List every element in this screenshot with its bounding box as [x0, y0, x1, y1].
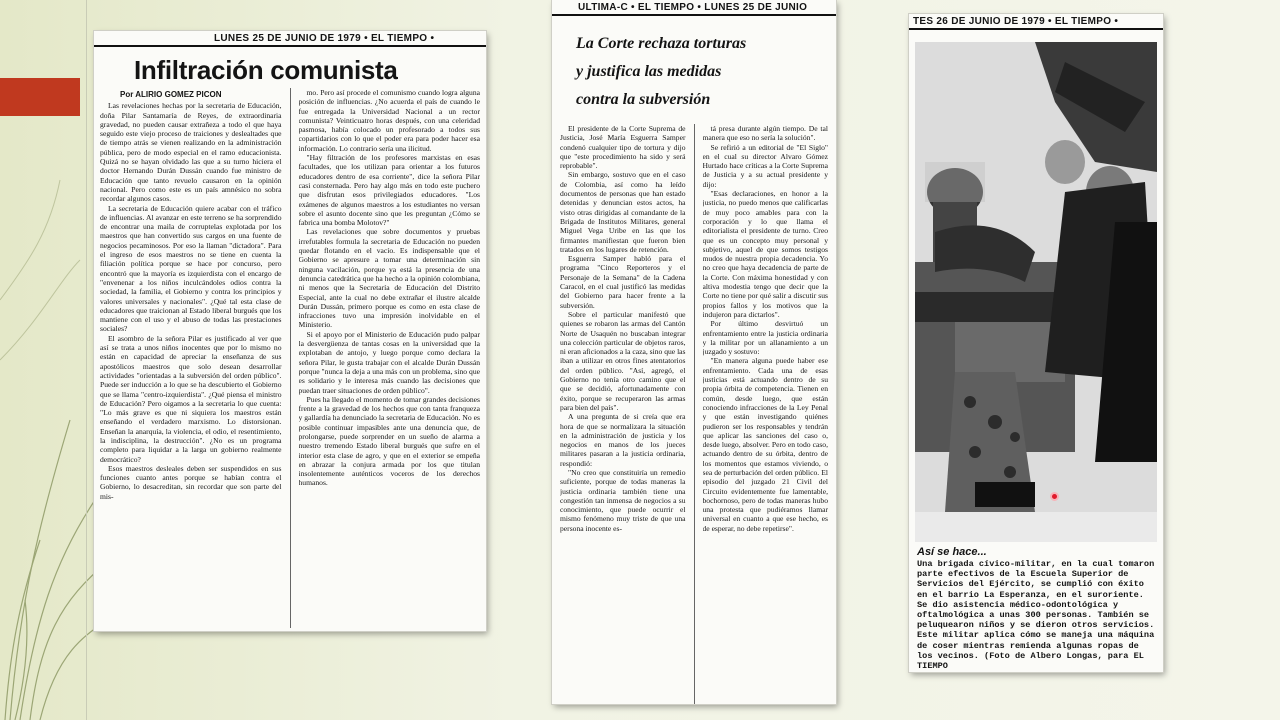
clipping-la-corte — [552, 0, 836, 704]
paragraph: Si el apoyo por el Ministerio de Educación pudo palpar la desvergüenza de tantas cosas en la universidad que la explotaban de antojo, y luego porque como declara la señora Pilar, le gusta trabajar con el alcalde Durán Dussán porque "nunca la deja a una más con un problema, sino que es solidario y le interesa más cuando las decisiones que puedan traer situaciones de orden público". — [298, 329, 480, 395]
article-column-2 — [299, 88, 481, 628]
masthead: TES 26 DE JUNIO DE 1979 • EL TIEMPO • — [909, 14, 1163, 30]
paragraph: Esos maestros desleales deben ser suspendidos en sus funciones cuanto antes porque se habían contra el Gobierno, lo desacreditan, sin recordar que son parte del mis- — [100, 463, 282, 501]
column-rule — [290, 88, 291, 628]
headline-line: y justifica las medidas — [576, 63, 722, 80]
paragraph: mo. Pero así procede el comunismo cuando logra alguna posición de influencias. ¿No acuerda el país de cuando le fue entregada la Universidad Nacional a un rector comunista? Veinticuatro horas después, con una celeridad pasmosa, había colocado un profesorado a todos sus copartidarios con lo que el poder era para poder hacer esa información. Lo contrario sería una ilicitud. — [298, 88, 480, 153]
paragraph: El presidente de la Corte Suprema de Justicia, José María Esguerra Samper condenó cualquier tipo de tortura y dijo que "este procedimiento ha sido y será reprobable". — [560, 124, 686, 171]
paragraph: Sobre el particular manifestó que quienes se robaron las armas del Cantón Norte de Usaquén no buscaban integrar una colección particular de objetos raros, ni eran aficionados a la caza, sino que las iban a utilizar en otros fines atentatorios del orden público. "Así, agregó, el Gobierno no tenía otro camino que el que se decidió, afortunadamente con éxito, porque se recuperaron las armas para bien del país". — [560, 309, 686, 412]
divider-line — [86, 0, 87, 720]
headline: Infiltración comunista — [134, 55, 398, 85]
paragraph: Pues ha llegado el momento de tomar grandes decisiones frente a la gravedad de los hechos que con tanta franqueza y gallardía ha denunciado la secretaria de Educación. No es posible continuar impasibles ante una denuncia que, de prolongarse, puede sorprender en un sueño de alarma a nuestro tremendo Estado liberal burgués que sufre en el interior esta clase de agro, y que en el exterior se empeña en abrazar la conjura armada por los que titulan insolentemente auténticos voceros de los derechos humanos. — [298, 394, 480, 488]
headline-line: La Corte rechaza torturas — [576, 35, 747, 52]
pointer-indicator — [1050, 492, 1059, 501]
paragraph: "En manera alguna puede haber ese enfrentamiento. Cada una de esas justicias está actuando dentro de su propia órbita de competencia. Tienen en común, desde luego, que están conociendo infracciones de la Ley Penal y que están investigando quiénes pudieron ser los responsables y tendrán que aplicar las sanciones del caso o, desde luego, absolver. Pero en todo caso, actuando dentro de su órbita, dentro de los momentos que estamos viviendo, o sea de perturbación del orden público. El episodio del juzgado 21 Civil del Circuito evidentemente fue lamentable, bochornoso, pero de todas maneras hubo una protesta que pudiéramos llamar universal en cuanto a que ese hecho, es de esperar, no debe repetirse". — [702, 356, 828, 533]
paragraph: tá presa durante algún tiempo. De tal manera que eso no sería la solución". — [702, 124, 828, 143]
paragraph: "No creo que constituiría un remedio suficiente, porque de todas maneras la justicia ordinaria también tiene una congestión tan inmensa de negocios a su conocimiento, que puede ocurrir el mismo fenómeno muy triste de que una persona inocente es- — [560, 467, 686, 533]
paragraph: "Esas declaraciones, en honor a la justicia, no puedo menos que calificarlas de muy poco amables para con la corporación y lo que llama el editorialista el presidente de turno. Creo que es un concepto muy personal y subjetivo, aquel de que somos testigos mudos de nuestra propia decadencia. Yo no creo que haya decadencia de parte de la Corte. Con máxima honestidad y con altiva modestia tengo que decir que la Corte no tiene por qué salir a discutir sus propios fallos y los motivos que la indujeron para dictarlos". — [702, 189, 828, 319]
column-rule — [694, 124, 695, 704]
photo-caption: Una brigada cívico-militar, en la cual tomaron parte efectivos de la Escuela Superior de Servicios del Ejército, se cumplió con éxito en el barrio La Esperanza, en el suroriente. Se dio asistencia médico-odontológica y oftalmológica a unas 300 personas. También se peluquearon niños y se dieron otros servicios. Este militar aplica cómo se maneja una máquina de coser mientras remienda algunas ropas de los vecinos. (Foto de Albero Longas, para EL TIEMPO — [917, 559, 1155, 672]
article-column-1 — [100, 88, 282, 628]
masthead: ULTIMA-C • EL TIEMPO • LUNES 25 DE JUNIO — [552, 0, 836, 16]
caption-title: Así se hace... — [917, 546, 987, 558]
paragraph: Sin embargo, sostuvo que en el caso de Colombia, así como ha leído documentos de personas que han estado detenidas y denuncian estos actos, ha visto otras dirigidas al comandante de la Brigada de Institutos Militares, general Miguel Vega Uribe en las que los firmantes manifiestan que fueron bien tratados en los lugares de retención. — [560, 170, 686, 254]
photo-soldier-sewing — [915, 42, 1157, 542]
paragraph: Las revelaciones hechas por la secretaria de Educación, doña Pilar Santamaría de Reyes, de extraordinaria gravedad, no pueden causar extrañeza a todo el que haya seguido este viejo proceso de traiciones y deslealtades que de tiempo atrás se vienen realizando en la administración pública, pero de modo especial en el ramo educacionista. Quizá no se hayan olvidado las que a su turno hiciera el doctor Hernando Durán Dussán cuando fue ministro de Educación que tanto revuelo causaron en la opinión nacional. Pero como este es un país amnésico no sobra recordar algunos casos. — [100, 101, 282, 204]
clipping-infiltracion-comunista — [94, 31, 486, 631]
headline — [552, 16, 836, 120]
paragraph: "Hay filtración de los profesores marxistas en esas facultades, que los utilizan para orientar a los futuros educadores dentro de esa corriente", dice la señora Pilar casi consternada. Pero hay algo más en todo este puchero que disfrutan esos privilegiados educadores. "Los exámenes de algunos maestros a los estudiantes no versan sobre el asunto docente sino que les preguntan ¿Cómo se fabrica una bomba Molotov?" — [298, 153, 480, 228]
paragraph: Por último desvirtuó un enfrentamiento entre la justicia ordinaria y la militar por un allanamiento a un juzgado y sostuvo: — [702, 319, 828, 357]
headline-line: contra la subversión — [576, 91, 711, 108]
paragraph: La secretaria de Educación quiere acabar con el tráfico de influencias. Al avanzar en este terreno se ha sorprendido de encontrar una maila de corruptelas explotada por los maestros que han convertido sus cargos en una fuente de negocios pecaminosos. Por eso la llaman "dictadora". Para el ingreso de esos maestros no se tiene en cuenta la filiación política porque se hace por concurso, pero encontró que la mayoría es izquierdista con el encargo de "envenenar a los niños inculcándoles odios contra la sociedad, la familia, el Gobierno y contra los principios y valores universales y nacionales". ¿Qué tal esta clase de educadores que traicionan al Estado liberal burgués que los mantiene con el uso y el abuso de todas las prestaciones sociales? — [100, 203, 282, 334]
paragraph: Esguerra Samper habló para el programa "Cinco Reporteros y el Personaje de la Semana" de la Cadena Caracol, en el cual justificó las medidas del Gobierno para hacer frente a la subversión. — [560, 254, 686, 310]
paragraph: El asombro de la señora Pilar es justificado al ver que así se trata a unos niños inocentes que por lo mismo no están en capacidad de apreciar la enseñanza de sus apostólicos maestros que solo desean desarrollar actividades "orientadas a la subversión del orden público". Puede ser inducción a lo que se ha descubierto el Gobierno que se llama "centro-izquierdista". ¿Qué piensa el ministro de Educación? Pero oigamos a la secretaria lo que cuenta: "Lo más grave es que ni siquiera los maestros están enseñando el verdadero marxismo. Lo distorsionan. Enseñan la anarquía, la violencia, el odio, el resentimiento, la indisciplina, la destrucción". ¿No es un programa completo para liquidar a la larga un gobierno realmente democrático? — [100, 333, 282, 464]
byline: Por ALIRIO GOMEZ PICON — [120, 90, 222, 99]
paragraph: Se refirió a un editorial de "El Siglo" en el cual su director Alvaro Gómez Hurtado hace críticas a la Corte Suprema de Justicia y a su actual presidente y dijo: — [702, 142, 828, 189]
accent-tab — [0, 78, 80, 116]
news-photo — [915, 42, 1157, 542]
paragraph: Las revelaciones que sobre documentos y pruebas irrefutables formula la secretaria de Educación no pueden quedar flotando en el vacío. Es indispensable que el Gobierno se apresure a tomar una determinación sin ninguna vacilación, porque ya está la presencia de una denuncia catedrática que ha hecho a la opinión colombiana, ni menos que la Secretaría de Educación del Distrito Especial, ante la cual no debe extrañar el ilustre alcalde Durán Dussán, primero porque es como en esta clase de infracciones tuvo una impresión inolvidable en el Ministerio. — [298, 227, 480, 330]
article-column-1 — [560, 124, 686, 704]
article-column-2 — [703, 124, 829, 704]
masthead: LUNES 25 DE JUNIO DE 1979 • EL TIEMPO • — [94, 31, 486, 47]
paragraph: A una pregunta de si creía que era hora de que se normalizara la situación en la administración de justicia y los negocios en manos de los jueces militares pasaran a la justicia ordinaria, respondió: — [560, 412, 686, 468]
clipping-asi-se-hace — [909, 14, 1163, 672]
